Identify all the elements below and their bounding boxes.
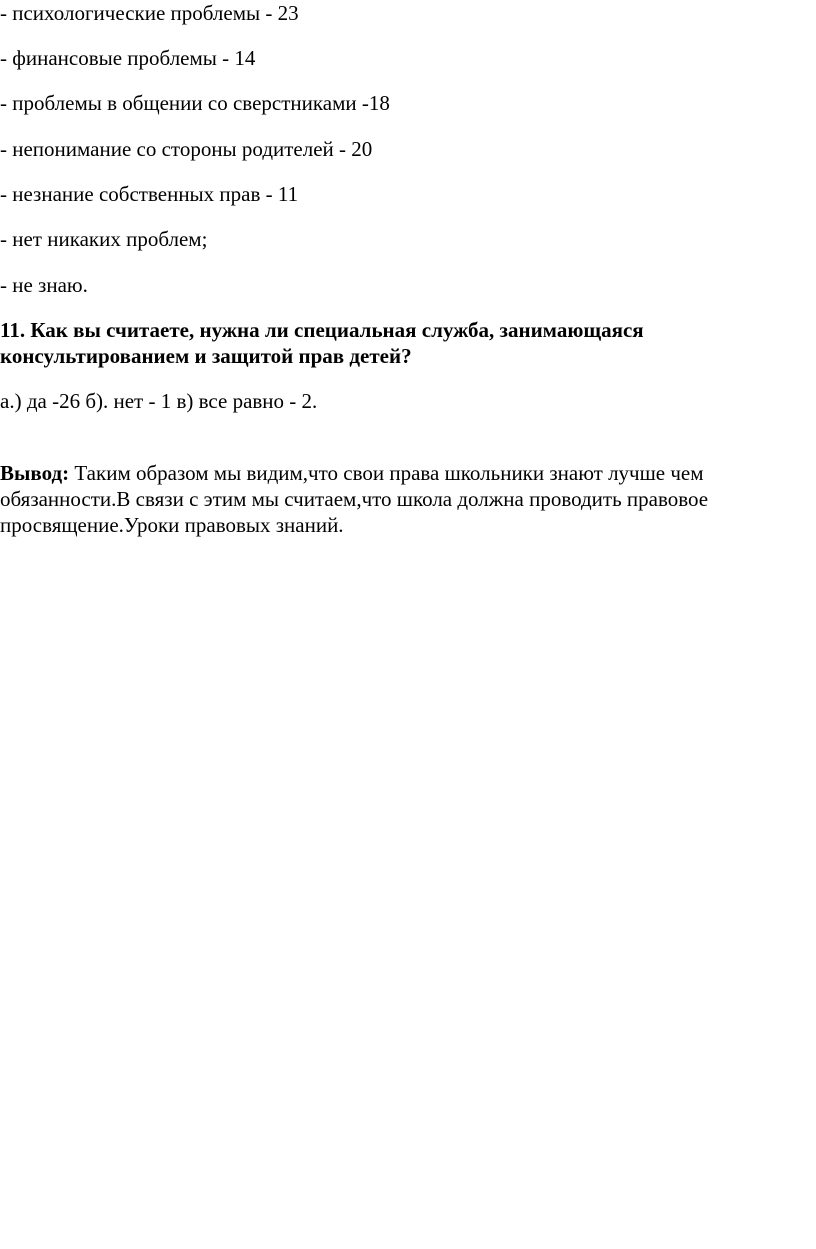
question-heading bbox=[0, 317, 780, 369]
list-item: - нет никаких проблем; bbox=[0, 227, 208, 251]
list-item: - проблемы в общении со сверстниками -18 bbox=[0, 91, 390, 115]
list-item: - незнание собственных прав - 11 bbox=[0, 182, 299, 206]
answers-line: а.) да -26 б). нет - 1 в) все равно - 2. bbox=[0, 389, 318, 413]
question-line: 11. Как вы считаете, нужна ли специальная служба, занимающаяся bbox=[0, 318, 644, 342]
list-item: - непонимание со стороны родителей - 20 bbox=[0, 137, 373, 161]
list-item: - не знаю. bbox=[0, 273, 88, 297]
conclusion-text: Таким образом мы видим,что свои права школьники знают лучше чем bbox=[69, 461, 704, 485]
conclusion-first-line bbox=[0, 460, 800, 486]
conclusion-text: обязанности.В связи с этим мы считаем,что школа должна проводить правовое bbox=[0, 487, 709, 511]
list-item: - финансовые проблемы - 14 bbox=[0, 46, 256, 70]
conclusion-text: просвящение.Уроки правовых знаний. bbox=[0, 513, 344, 537]
list-item: - психологические проблемы - 23 bbox=[0, 1, 299, 25]
conclusion-label: Вывод: bbox=[0, 461, 70, 485]
question-line: консультированием и защитой прав детей? bbox=[0, 344, 412, 368]
conclusion-paragraph bbox=[0, 460, 800, 538]
